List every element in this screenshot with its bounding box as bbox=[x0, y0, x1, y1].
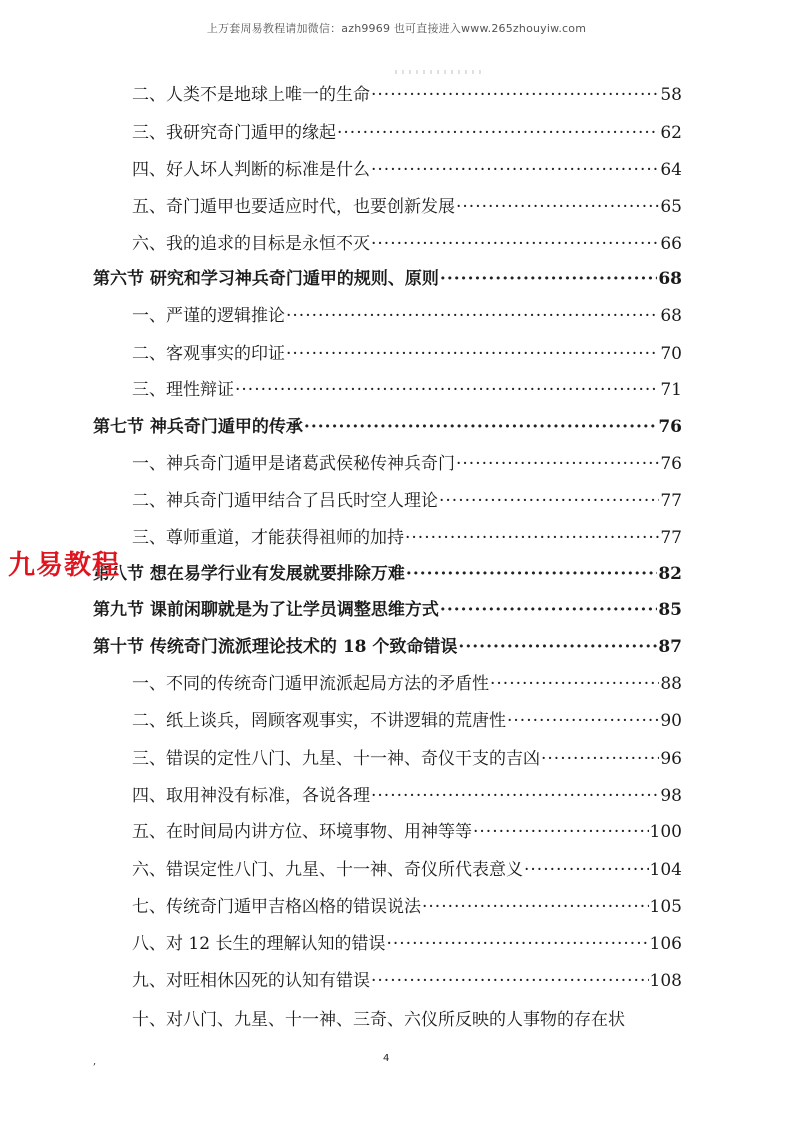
toc-dot-leader bbox=[490, 673, 659, 695]
toc-entry-title: 三、错误的定性八门、九星、十一神、奇仪干支的吉凶 bbox=[132, 749, 540, 769]
toc-entry-title: 十、对八门、九星、十一神、三奇、六仪所反映的人事物的存在状 bbox=[132, 1010, 625, 1030]
toc-entry-title: 六、我的追求的目标是永恒不灭 bbox=[132, 234, 370, 254]
toc-page-number: 105 bbox=[649, 897, 682, 917]
toc-dot-leader bbox=[473, 821, 649, 843]
toc-page-number: 66 bbox=[660, 234, 682, 254]
toc-entry-title: 第六节 研究和学习神兵奇门遁甲的规则、原则 bbox=[93, 269, 439, 289]
toc-dot-leader bbox=[440, 599, 657, 621]
toc-entry-title: 二、客观事实的印证 bbox=[132, 344, 285, 364]
page-number: 4 bbox=[383, 1053, 390, 1064]
toc-item bbox=[132, 785, 682, 807]
toc-item bbox=[132, 748, 682, 770]
toc-entry-title: 三、我研究奇门遁甲的缘起 bbox=[132, 123, 336, 143]
toc-section bbox=[93, 416, 682, 438]
toc-page-number: 71 bbox=[660, 380, 682, 400]
toc-dot-leader bbox=[337, 122, 659, 144]
toc-entry-title: 五、奇门遁甲也要适应时代，也要创新发展 bbox=[132, 197, 455, 217]
toc-dot-leader bbox=[524, 859, 649, 881]
toc-entry-title: 一、不同的传统奇门遁甲流派起局方法的矛盾性 bbox=[132, 674, 489, 694]
toc-item bbox=[132, 859, 682, 881]
toc-entry-title: 第七节 神兵奇门遁甲的传承 bbox=[93, 417, 303, 437]
toc-entry-title: 第八节 想在易学行业有发展就要排除万难 bbox=[93, 564, 405, 584]
toc-page-number: 85 bbox=[658, 600, 682, 620]
toc-item bbox=[132, 933, 682, 955]
toc-page-number: 100 bbox=[649, 822, 682, 842]
toc-dot-leader bbox=[304, 416, 657, 438]
toc-page-number: 76 bbox=[658, 417, 682, 437]
toc-page-number: 68 bbox=[658, 269, 682, 289]
toc-entry-title: 第十节 传统奇门流派理论技术的 18 个致命错误 bbox=[93, 637, 458, 657]
toc-item bbox=[132, 453, 682, 475]
toc-item bbox=[132, 821, 682, 843]
toc-item bbox=[132, 84, 682, 106]
toc-entry-title: 三、理性辩证 bbox=[132, 380, 234, 400]
toc-item bbox=[132, 233, 682, 255]
toc-page-number: 76 bbox=[660, 454, 682, 474]
toc-page-number: 90 bbox=[660, 711, 682, 731]
toc-page-number: 98 bbox=[660, 786, 682, 806]
toc-entry-title: 二、神兵奇门遁甲结合了吕氏时空人理论 bbox=[132, 491, 438, 511]
toc-item bbox=[132, 710, 682, 732]
footer-mark: , bbox=[93, 1056, 97, 1067]
toc-page-number: 77 bbox=[660, 528, 682, 548]
toc-entry-title: 三、尊师重道，才能获得祖师的加持 bbox=[132, 528, 404, 548]
toc-page-number: 77 bbox=[660, 491, 682, 511]
toc-section bbox=[93, 599, 682, 621]
toc-item bbox=[132, 673, 682, 695]
toc-page-number: 58 bbox=[660, 85, 682, 105]
toc-page-number: 70 bbox=[660, 344, 682, 364]
toc-dot-leader bbox=[371, 785, 659, 807]
toc-item bbox=[132, 159, 682, 181]
toc-page-number: 87 bbox=[658, 637, 682, 657]
toc-dot-leader bbox=[371, 84, 659, 106]
toc-item bbox=[132, 490, 682, 512]
toc-dot-leader bbox=[386, 933, 648, 955]
toc-dot-leader bbox=[458, 636, 657, 658]
toc-item bbox=[132, 527, 682, 549]
toc-entry-title: 二、人类不是地球上唯一的生命 bbox=[132, 85, 370, 105]
toc-dot-leader bbox=[422, 896, 649, 918]
toc-page-number: 65 bbox=[660, 197, 682, 217]
toc-dot-leader bbox=[456, 196, 659, 218]
watermark-logo: 九易教程 bbox=[8, 550, 120, 581]
toc-item bbox=[132, 343, 682, 365]
toc-entry-title: 八、对 12 长生的理解认知的错误 bbox=[132, 934, 386, 954]
toc-item bbox=[132, 970, 682, 992]
toc-entry-title: 六、错误定性八门、九星、十一神、奇仪所代表意义 bbox=[132, 860, 523, 880]
toc-item bbox=[132, 896, 682, 918]
toc-page-number: 68 bbox=[660, 306, 682, 326]
toc-dot-leader bbox=[371, 970, 649, 992]
toc-dot-leader bbox=[456, 453, 659, 475]
toc-dot-leader bbox=[371, 159, 659, 181]
toc-entry-title: 二、纸上谈兵，罔顾客观事实，不讲逻辑的荒唐性 bbox=[132, 711, 506, 731]
toc-page-number: 88 bbox=[660, 674, 682, 694]
toc-page-number: 106 bbox=[649, 934, 682, 954]
toc-entry-title: 一、严谨的逻辑推论 bbox=[132, 306, 285, 326]
toc-page-number: 62 bbox=[660, 123, 682, 143]
toc-dot-leader bbox=[235, 379, 659, 401]
toc-item bbox=[132, 1009, 682, 1031]
toc-section bbox=[93, 268, 682, 290]
toc-dot-leader bbox=[439, 490, 659, 512]
toc-section bbox=[93, 636, 682, 658]
toc-page-number: 82 bbox=[658, 564, 682, 584]
toc-entry-title: 七、传统奇门遁甲吉格凶格的错误说法 bbox=[132, 897, 421, 917]
toc-entry-title: 五、在时间局内讲方位、环境事物、用神等等 bbox=[132, 822, 472, 842]
toc-item bbox=[132, 122, 682, 144]
toc-entry-title: 第九节 课前闲聊就是为了让学员调整思维方式 bbox=[93, 600, 439, 620]
toc-page-number: 108 bbox=[649, 971, 682, 991]
toc-dot-leader bbox=[371, 233, 659, 255]
scan-artifact bbox=[395, 70, 485, 74]
toc-dot-leader bbox=[286, 343, 659, 365]
toc-item bbox=[132, 379, 682, 401]
toc-dot-leader bbox=[405, 527, 659, 549]
toc-entry-title: 一、神兵奇门遁甲是诸葛武侯秘传神兵奇门 bbox=[132, 454, 455, 474]
toc-item bbox=[132, 305, 682, 327]
toc-dot-leader bbox=[406, 563, 657, 585]
toc-dot-leader bbox=[440, 268, 657, 290]
toc-entry-title: 四、取用神没有标准，各说各理 bbox=[132, 786, 370, 806]
header-notice: 上万套周易教程请加微信：azh9969 也可直接进入www.265zhouyiw.com bbox=[206, 22, 587, 35]
toc-page-number: 104 bbox=[649, 860, 682, 880]
toc-dot-leader bbox=[541, 748, 659, 770]
toc-page-number: 96 bbox=[660, 749, 682, 769]
toc-dot-leader bbox=[507, 710, 659, 732]
toc-page-number: 64 bbox=[660, 160, 682, 180]
toc-dot-leader bbox=[286, 305, 659, 327]
toc-entry-title: 九、对旺相休囚死的认知有错误 bbox=[132, 971, 370, 991]
toc-item bbox=[132, 196, 682, 218]
toc-entry-title: 四、好人坏人判断的标准是什么 bbox=[132, 160, 370, 180]
toc-section bbox=[93, 563, 682, 585]
